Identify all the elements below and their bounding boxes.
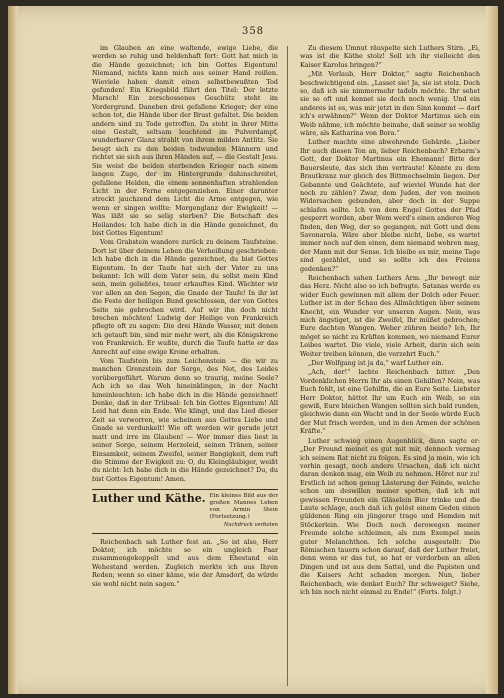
reprint-notice: Nachdruck verboten — [223, 522, 278, 529]
page-edge-left — [8, 6, 18, 694]
paragraph: Luther schwieg einen Augenblick, dann sagte er: „Der Freund meinet es gut mit mir, dennoch vermag ich seinem Rat nicht zu folgen. Es sind ja mein, wie ich vorhin gesagt, noch andere Ursachen, daß ich nicht daran denken mag, ein Weib zu nehmen. Höret nur zu! Erstlich ist schon genug Lästerung der Feinde, welche schon um deswillen meiner spotten, daß ich mit gewissen Freunden ein Gläselein Bier trinke und die Laute schlage, auch daß ich gelöst einem Geden einen güldenen Ring ein jüngerer trage und Hemden mit Stöckerlein. Wie Doch noch derowegen meiner Freunde solche schleimen, als zum Exempel mein guter Melanchthon. Ich solche ausgestellt: Die Römischen tauern schon darauf, daß der Luther freiet, denn wenn er das tut, so hat er verdorben an allen Dingen und ist aus dem Sattel, und die Papisten und die Kaisers Acht schaden morgen. Nun, lieber Reichenbach, wie denket Euch? Ihr schweiget? Siehe, ich bin noch nicht einmal zu Ende!“ (Forts. folgt.) — [300, 436, 480, 596]
paragraph: Vom Grabstein wandere zurück zu deinem Taufsteine. Dort ist über deinem Leben die Verheißung geschrieben: Ich habe dich in die Hände gezeichnet, du bist Gottes Eigentum. In der Taufe hat sich der Vater zu uns bekannt: Ich will dein Vater sein, du sollst mein Kind sein, mein geliebtes, teuer erkauftes Kind. Wächter wir vor allen an den Segen, die Gnade der Taufe! In ihr ist die Feste der heiligen Bund geschlossen, der von Gottes Seite nie gebrochen wird. Auf wir ihn doch nicht brechen möchten! Ludwig der Heilige von Frankreich pflegte oft zu sagen: Die drei Hände Wasser, mit denen ich getauft bin, sind mir mehr wert, als die Königskrone von Frankreich. Er wußte, durch die Taufe hatte er das Anrecht auf eine ewige Krone erhalten. — [92, 238, 278, 356]
paragraph: Zu diesem Umnut räuspelte sich Luthers Stirn. „Ei, was ist die Käthe stolz! Soll ich ihr vielleicht den Kaiser Karolus bringen?“ — [300, 44, 480, 69]
page-edge-right — [486, 6, 498, 694]
paragraph: Luther machte eine abwehrende Gebärde. „Lieber Ihr auch diesen Ton an, lieber Reichenbach? Erbarm's Gott, der Doktor Martinus ein Ehemann! Bitte der Bauersleute, das sich ihm vertraute! Könnte zu dem Brautkranz nur gleich des Bittmochselmin liegen. Der Gebannte und Geächtete, auf wieviel Wunde hat der noch zu zählen? Zwar, dem Juden, der von meinen Widersachen gebunden, aber doch in der Suppe schlafen sollte. Ich von dem Engel Gottes der Pfad gesperrt worden, aber Wem werd's einen anderen Weg finden, den Weg, der so gegangen, mit Gott und dem Savonarola. Wäre aber bleibe nicht, liebe, es wartet immer noch auf den einen, dem niemand wehren mag, der Mann mit der Sense. Ich bleibe es mir, meine Tage sind gezählet, und so sollte ich des Freiens gedenken?“ — [300, 138, 480, 273]
paragraph: im Glauben an eine waltende, ewige Liebe, die werden so ruhig und heldenhaft fort: Gott hat mich in die Hände gezeichnet; ich bin Gottes Eigentum! Niemand, nichts kann mich aus seiner Hand reißen. Wieviele haben damit einen selbstbewußten Tod gefunden! Ein Kriegsbild führt den Titel: Der letzte Marsch! Ein zerschossenes Geschütz steht im Vordergrund. Daneben drei gefallene Krieger; der eine schon tot, die Hände über der Brust gefaltet. Die beiden andern sind zu Tode getroffen. Da steht in ihrer Mitte eine Gestalt, seltsam leuchtend im Pulverdampf, wunderbarer Glanz strahlt von ihrem milden Antlitz. Sie beugt sich zu den beiden todwunden Männern und richtet sie sich aus ihren Händen auf, — die Gestalt Jesu. Sie weist die beiden sterbenden Krieger nach einem langen Zuge, der im Hintergrunde dahinschreitet, gefallene Helden, die einem sonnenhaften strahlenden Licht in der Ferne entgegenziehen. Einer darunter streckt jauchzend dem Licht die Arme entgegen, wie wenn er singen wollte: Morgenglanz der Ewigkeit! — Was läßt sie so selig sterben? Die Botschaft des Heilandes: Ich habe dich in die Hände gezeichnet, du bist Gottes Eigentum! — [92, 44, 278, 237]
column-divider — [287, 46, 288, 686]
paragraph: Reichenbach sah Luther fest an. „So ist also, Herr Doktor, ich möchte so ein ungleich Paar zusammengekoppelt und aus dem Ehestand ein Wehestand werden. Zugleich merkte ich aus Ihren Reden; wenn so einer käme, wie der Amsdorf, da würde sie wohl nicht nein sagen.“ — [92, 537, 278, 588]
newspaper-page — [8, 6, 498, 694]
paragraph: „Ach, der!“ lachte Reichenbach bitter. „Den Vordenklichen Herrn Ihr als einen Gehilfen? Nein, was Euch fehlt, ist eine Gehilfin, die an Eure Seite. Liebster Herr Doktor, hättet Ihr um Euch ein Weib, so ein gewiß, Eure bleichen Wangen sollten sich bald runden, gleichwie dann ein Wacht und in der Seele würde Euch der Mut frisch werden, und in den Armen der schönen Kräfte.“ — [300, 368, 480, 436]
paragraph: Vom Taufstein bis zum Leichenstein — die wir zu manchen Grenzstein der Sorge, des Not, des Leides vorübergeführt. Warum denn so traurig, meine Seele? Ach ich so das Weh hineinklingen, in der Nacht hineinleuchten: ich habe dich in die Hände gezeichnet! Denke, daß in der Trübsal: Ich bin Gottes Eigentum! All Leid hat denn ein Ende. Wie klingt, und das Lied dieser Zeit so verworren, wie scheinen aus Gottes Liebe und Gnade so verdunkelt! Wie oft werden wir gerade jetzt matt und irre im Glauben! — Wer immer dies liest in seiner Sorge, seinem Herzeleid, seinen Tränen, seiner Einsamkeit, seinem Zweifel, seiner Bangigkeit, dem ruft die Stimme der Ewigkeit zu: O, du Kleingläubiger, weißt du nicht: Ich habe dich in die Hände gezeichnet? Du, du bist Gottes Eigentum! Amen. — [92, 357, 278, 483]
story-subtitle: Ein kleines Bild aus der großen Mannes Leben von Armin Stein (Fortsetzung.) — [209, 493, 278, 521]
paragraph: „Mit Verlaub, Herr Doktor,“ sagte Reichenbach beschwichtigend ein. „Lasset sie! Ja, sie ist stolz. Doch so, daß ich sie nimmermehr tadeln möchte. Ihr sehet sie so oft und kennet sie doch noch wenig. Und ein anderes ist es, was mir jetzt in den Sinn kommt — darf ich's erwähnen?“ Wenn der Doktor Martinus sich ein Weib nähme, ich möchte beinahe, daß seiner so wohlig wäre, als Katharina von Bora.“ — [300, 70, 480, 138]
paragraph: „Der Wolfgang ist ja da,“ warf Luther ein. — [308, 359, 444, 368]
story-header — [92, 489, 278, 533]
page-number: 358 — [241, 26, 265, 37]
right-column — [300, 44, 480, 692]
paragraph: Reichenbach sahen Luthers Arm. „Ihr bewegt mir das Herz. Nicht also so ich befragte. Satanas werde es wider Euch gewinnen mit allem der Dolch oder Feuer. Luther ist in der Schau des Allmächtigen über seinem Knecht, ein Wunder vor unseren Augen. Nein, was mich ängstiget, ist die Zweifel, Ihr müßet gebrochen; Eure dachten Wangen. Weber zühren beide? Ich, Ihr möget so nicht zu Kräften kommen, wo niemand Eurer Leibes wartet. Die viele, viele Arbeit, darin sich sein Weiter treiben können, die verzehrt Euch.“ — [300, 273, 480, 358]
story-title: Luther und Käthe. — [92, 492, 206, 506]
left-column — [92, 44, 278, 692]
